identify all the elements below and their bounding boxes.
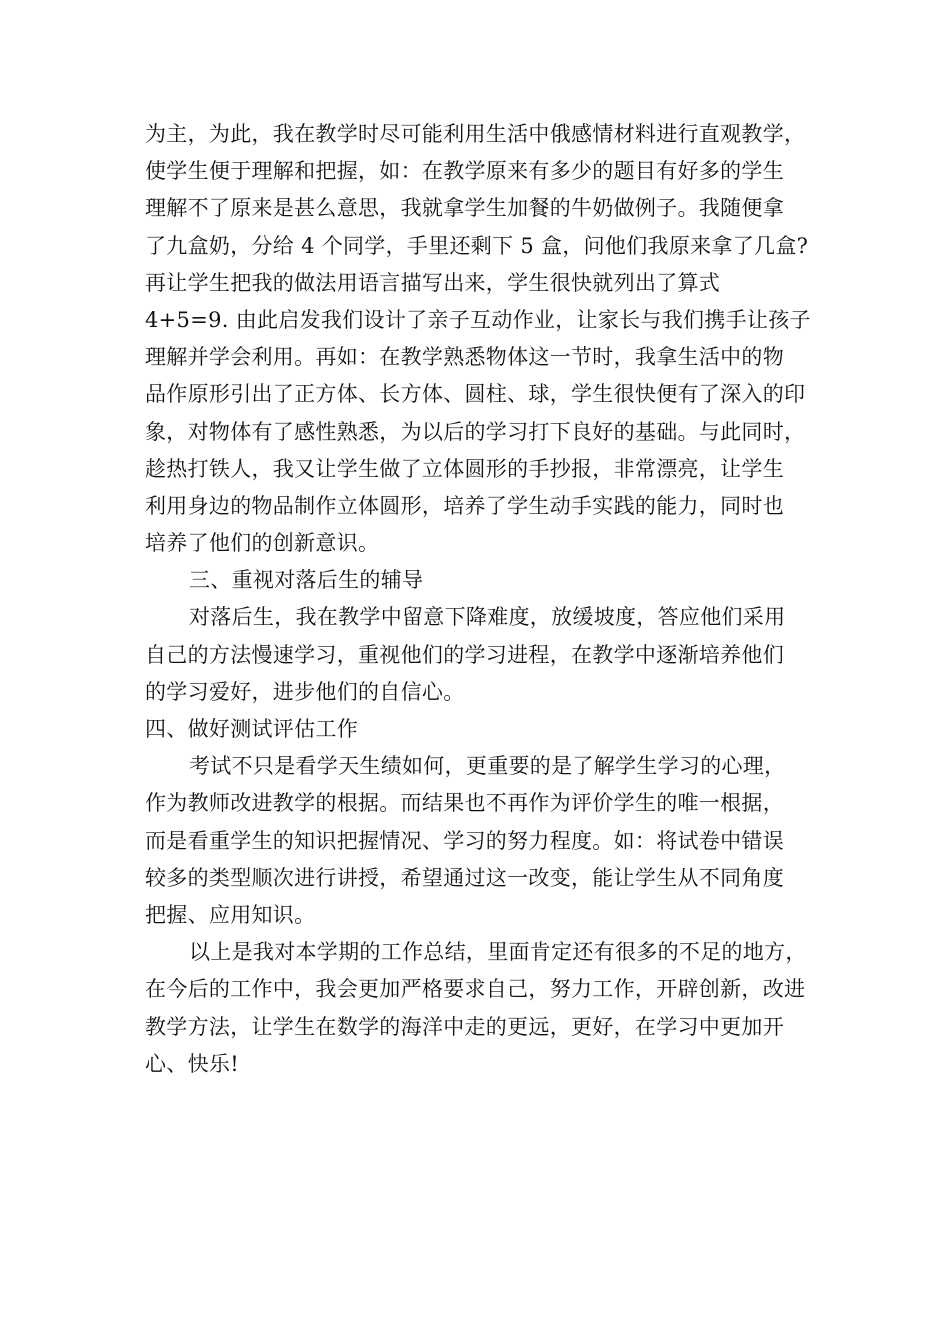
- paragraph-3-line: 的学习爱好，进步他们的自信心。: [145, 679, 465, 704]
- paragraph-1-line: 4+5=9. 由此启发我们设计了亲子互动作业，让家长与我们携手让孩子: [145, 307, 811, 332]
- paragraph-4-line: 较多的类型顺次进行讲授，希望通过这一改变，能让学生从不同角度: [145, 865, 784, 890]
- paragraph-1-line: 趁热打铁人，我又让学生做了立体圆形的手抄报，非常漂亮，让学生: [145, 456, 784, 481]
- paragraph-4-line: 而是看重学生的知识把握情况、学习的努力程度。如：将试卷中错误: [145, 828, 784, 853]
- paragraph-5-line: 教学方法，让学生在数学的海洋中走的更远，更好，在学习中更加开: [145, 1014, 784, 1039]
- paragraph-1-line: 再让学生把我的做法用语言描写出来，学生很快就列出了算式: [145, 270, 721, 295]
- paragraph-1-line: 品作原形引出了正方体、长方体、圆柱、球，学生很快便有了深入的印: [145, 382, 806, 407]
- paragraph-3-line: 对落后生，我在教学中留意下降难度，放缓坡度，答应他们采用: [189, 605, 786, 630]
- section-heading-3: 三、重视对落后生的辅导: [189, 568, 424, 593]
- paragraph-3-line: 自己的方法慢速学习，重视他们的学习进程，在教学中逐渐培养他们: [145, 642, 784, 667]
- paragraph-4-line: 作为教师改进教学的根据。而结果也不再作为评价学生的唯一根据，: [145, 791, 784, 816]
- paragraph-5-line: 心、快乐!: [145, 1051, 239, 1076]
- document-body: [145, 116, 815, 1083]
- paragraph-5-line: 在今后的工作中，我会更加严格要求自己，努力工作，开辟创新，改进: [145, 977, 806, 1002]
- paragraph-1-line: 利用身边的物品制作立体圆形，培养了学生动手实践的能力，同时也: [145, 493, 784, 518]
- paragraph-4-line: 考试不只是看学天生绩如何，更重要的是了解学生学习的心理，: [189, 754, 786, 779]
- paragraph-1-line: 为主，为此，我在教学时尽可能利用生活中俄感情材料进行直观教学，: [145, 122, 806, 146]
- paragraph-5-line: 以上是我对本学期的工作总结，里面肯定还有很多的不足的地方，: [189, 940, 807, 965]
- paragraph-1-line: 使学生便于理解和把握，如：在教学原来有多少的题目有好多的学生: [145, 159, 784, 184]
- section-heading-4: 四、做好测试评估工作: [145, 717, 358, 741]
- paragraph-4-line: 把握、应用知识。: [145, 902, 316, 927]
- paragraph-1-line: 培养了他们的创新意识。: [145, 531, 380, 556]
- paragraph-1-line: 理解不了原来是甚么意思，我就拿学生加餐的牛奶做例子。我随便拿: [145, 196, 784, 221]
- paragraph-1-line: 了九盒奶，分给 4 个同学，手里还剩下 5 盒，问他们我原来拿了几盒?: [145, 233, 809, 258]
- paragraph-1-line: 象，对物体有了感性熟悉，为以后的学习打下良好的基础。与此同时，: [145, 419, 806, 444]
- paragraph-1-line: 理解并学会利用。再如：在教学熟悉物体这一节时，我拿生活中的物: [145, 345, 784, 370]
